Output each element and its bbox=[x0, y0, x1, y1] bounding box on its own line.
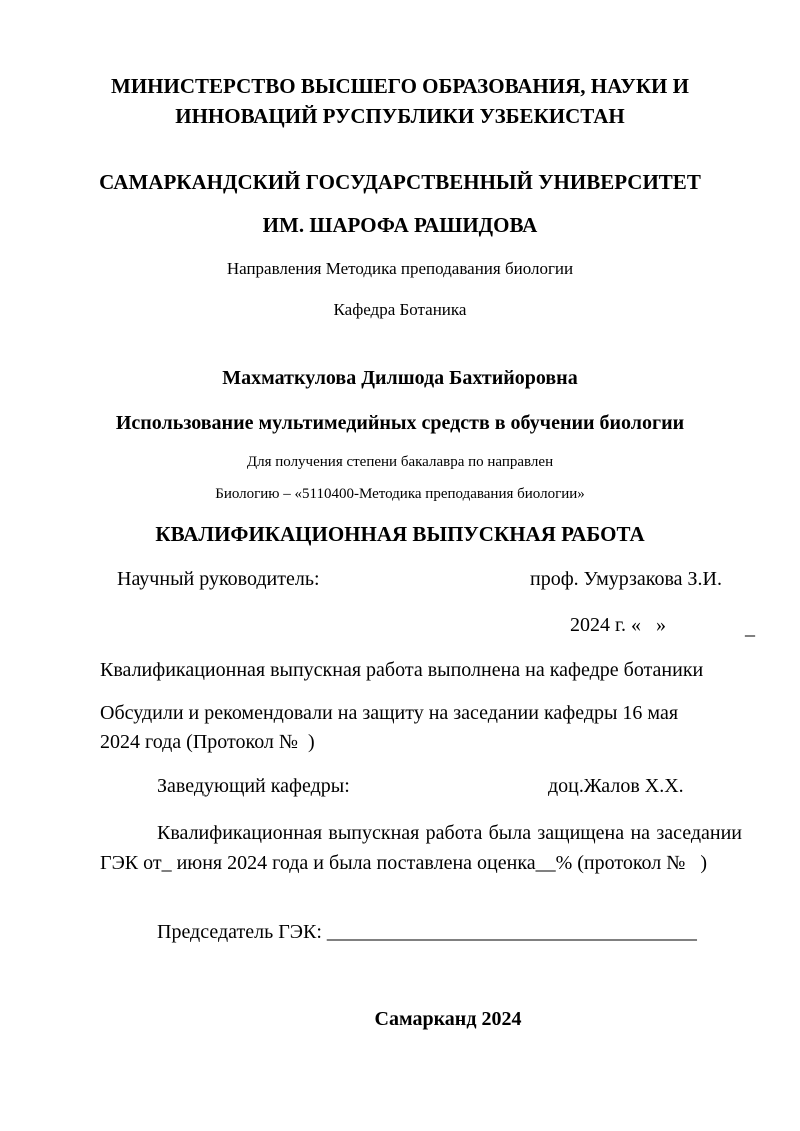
head-of-department-label: Заведующий кафедры: bbox=[157, 775, 350, 797]
ministry-title-line2: ИННОВАЦИЙ РУСПУБЛИКИ УЗБЕКИСТАН bbox=[175, 104, 625, 128]
ministry-title-line1: МИНИСТЕРСТВО ВЫСШЕГО ОБРАЗОВАНИЯ, НАУКИ И bbox=[111, 74, 689, 98]
degree-text-line1: Для получения степени бакалавра по направлен bbox=[246, 454, 554, 470]
university-title-line2: ИМ. ШАРОФА РАШИДОВА bbox=[262, 213, 538, 237]
degree-text-line2: Биологию – «5110400-Методика преподавания биологии» bbox=[215, 486, 585, 502]
direction-text: Направления Методика преподавания биологии bbox=[226, 259, 574, 278]
supervisor-label: Научный руководитель: bbox=[117, 568, 320, 590]
chairman-signature-line: _____________________________________ bbox=[326, 921, 697, 943]
chairman-label: Председатель ГЭК: bbox=[157, 921, 327, 943]
discussed-text-line2: 2024 года (Протокол № ) bbox=[100, 731, 315, 753]
head-of-department-name: доц.Жалов Х.Х. bbox=[548, 775, 684, 797]
thesis-title: Использование мультимедийных средств в обучении биологии bbox=[115, 412, 685, 434]
supervisor-name: проф. Умурзакова З.И. bbox=[530, 568, 722, 590]
date-line: 2024 г. « » bbox=[570, 614, 666, 636]
city-year: Самарканд 2024 bbox=[374, 1008, 522, 1030]
work-type-title: КВАЛИФИКАЦИОННАЯ ВЫПУСКНАЯ РАБОТА bbox=[155, 522, 645, 546]
department-text: Кафедра Ботаника bbox=[333, 300, 467, 319]
discussed-text-line1: Обсудили и рекомендовали на защиту на заседании кафедры 16 мая bbox=[100, 702, 679, 724]
university-title-line1: САМАРКАНДСКИЙ ГОСУДАРСТВЕННЫЙ УНИВЕРСИТЕТ bbox=[99, 170, 701, 194]
chairman-line bbox=[157, 921, 697, 944]
date-blank: _ bbox=[745, 617, 755, 639]
defense-paragraph: Квалификационная выпускная работа была защищена на заседании ГЭК от_ июня 2024 года и была поставлена оценка__% (протокол № ) bbox=[100, 822, 747, 874]
completed-text: Квалификационная выпускная работа выполнена на кафедре ботаники bbox=[100, 659, 704, 681]
author-name: Махматкулова Дилшода Бахтийоровна bbox=[222, 367, 578, 389]
